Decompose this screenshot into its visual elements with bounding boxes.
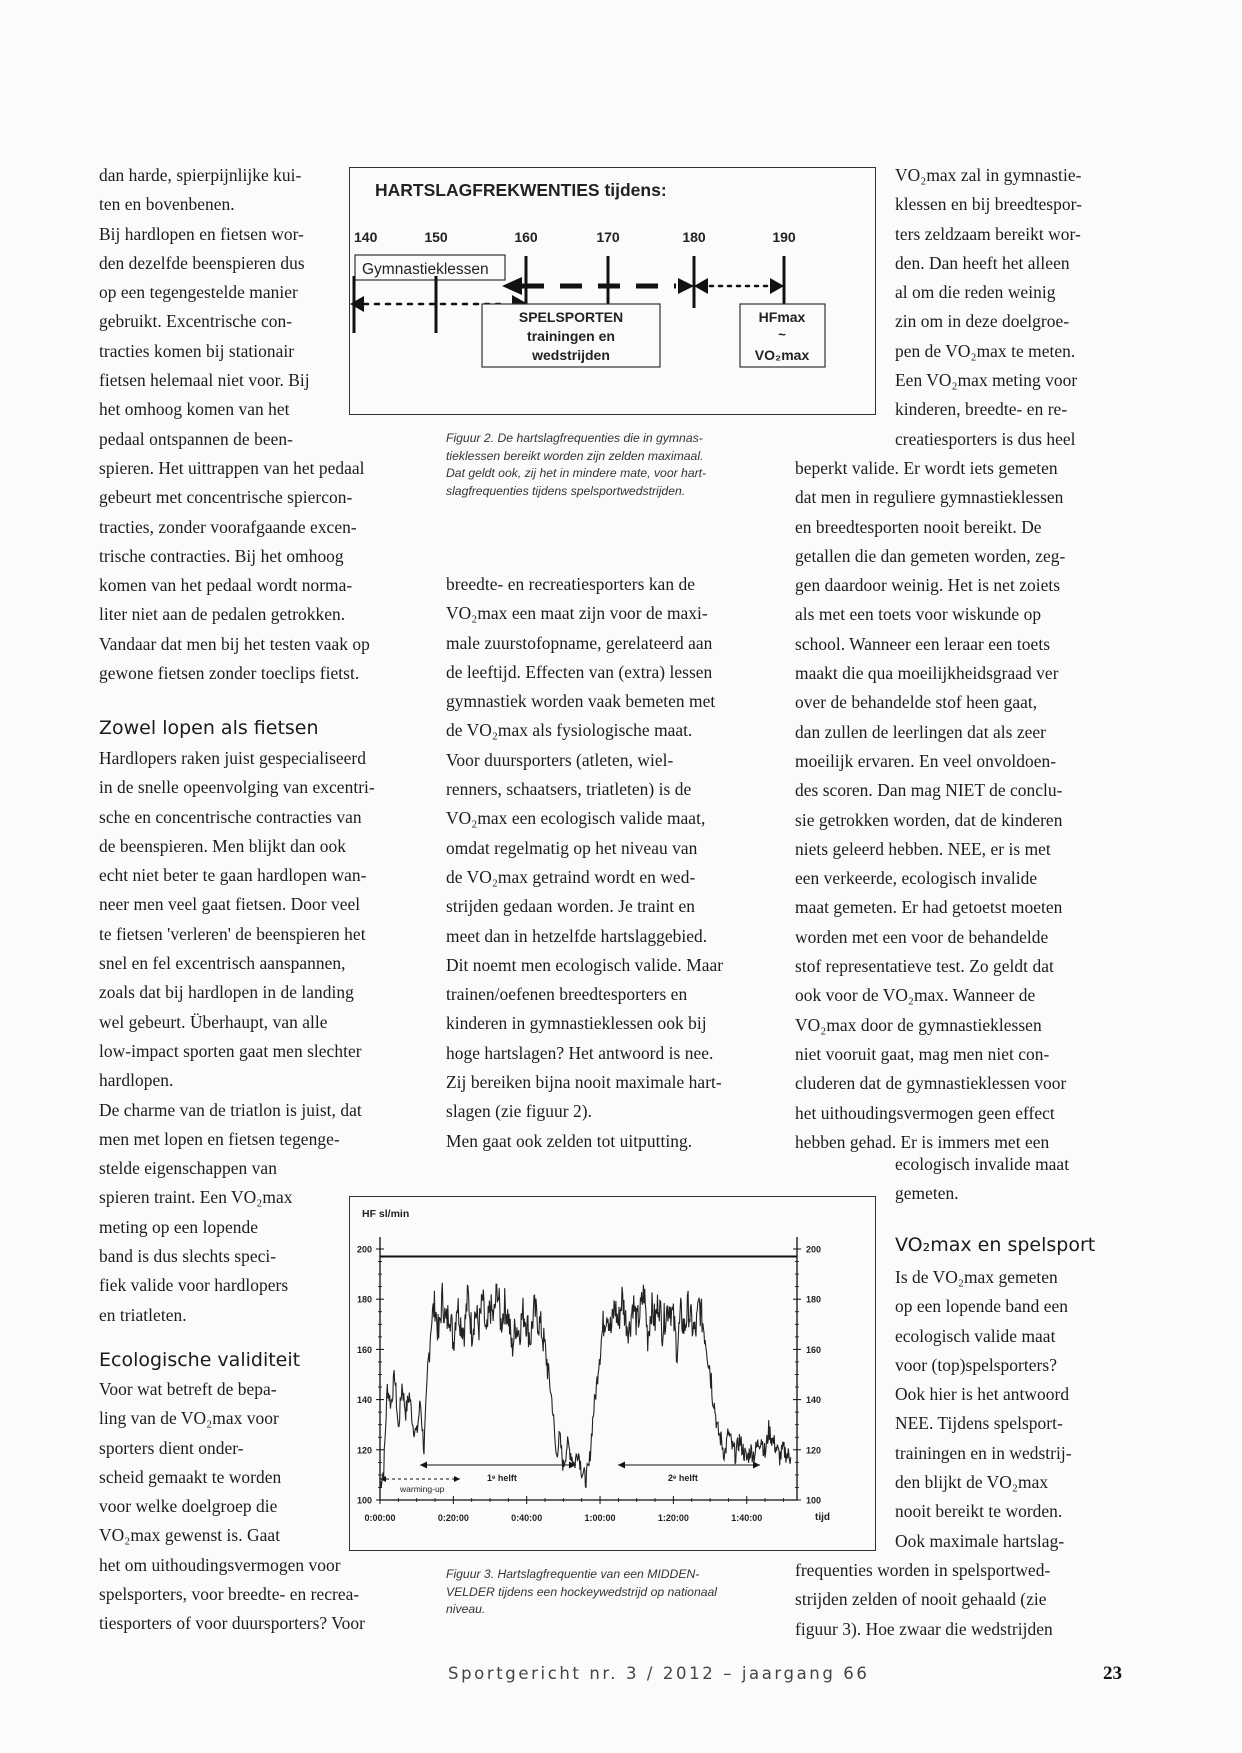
text-line: al om die reden weinig: [895, 282, 1056, 303]
text-line: over de behandelde stof heen gaat,: [795, 692, 1038, 713]
text-line: NEE. Tijdens spelsport-: [895, 1413, 1063, 1434]
text-line: gebruikt. Excentrische con-: [99, 311, 293, 332]
hf-line-2: ~: [778, 327, 786, 342]
text-line: Een VO₂max meting voor: [895, 370, 1078, 391]
text-line: stelde eigenschappen van: [99, 1158, 277, 1179]
text-line: dan zullen de leerlingen dat als zeer: [795, 721, 1046, 742]
text-line: frequenties worden in spelsportwed-: [795, 1560, 1051, 1580]
text-line: den. Dan heeft het alleen: [895, 252, 1070, 273]
heading-ecologische-validiteit: Ecologische validiteit: [99, 1349, 301, 1371]
col3-end-text: [795, 1556, 1053, 1644]
text-line: maat gemeten. Er had getoetst moeten: [795, 897, 1063, 918]
hf-range-arrow: [694, 278, 784, 294]
text-line: komen van het pedaal wordt norma-: [99, 575, 353, 596]
text-line: VO₂max een ecologisch valide maat,: [446, 808, 706, 829]
text-line: stof representatieve test. Zo geldt dat: [795, 956, 1054, 977]
x-tick-label: 0:40:00: [511, 1513, 543, 1523]
scale-label-170: 170: [596, 229, 620, 245]
text-line: spieren. Het uittrappen van het pedaal: [99, 457, 365, 478]
text-line: snel en fel excentrisch aanspannen,: [99, 953, 346, 974]
text-line: Voor wat betreft de bepa-: [99, 1379, 277, 1399]
text-line: school. Wanneer een leraar een toets: [795, 633, 1051, 654]
spel-range-arrow: [502, 277, 694, 295]
text-line: trainingen en in wedstrij-: [895, 1442, 1072, 1463]
text-line: low-impact sporten gaat men slechter: [99, 1040, 362, 1061]
text-line: echt niet beter te gaan hardlopen wan-: [99, 865, 367, 886]
text-line: getallen die dan gemeten worden, zeg-: [795, 545, 1066, 566]
text-line: trische contracties. Bij het omhoog: [99, 545, 344, 566]
text-line: strijden gedaan worden. Je traint en: [446, 896, 696, 917]
annot-half2: 2ᵉ helft: [668, 1473, 698, 1483]
text-line: de beenspieren. Men blijkt dan ook: [99, 835, 347, 856]
text-line: neer men veel gaat fietsen. Door veel: [99, 894, 361, 915]
page-number: 23: [1103, 1663, 1122, 1684]
y-tick-label-left: 160: [356, 1344, 372, 1355]
text-line: De charme van de triatlon is juist, dat: [99, 1099, 362, 1120]
text-line: hebben gehad. Er is immers met een: [795, 1131, 1050, 1152]
text-line: spieren traint. Een VO₂max: [99, 1187, 293, 1208]
figure2-scale: [350, 168, 875, 414]
y-tick-label-right: 140: [806, 1395, 822, 1406]
annot-warmup: warming-up: [400, 1484, 445, 1494]
text-line: te fietsen 'verleren' de beenspieren het: [99, 923, 366, 944]
text-line: den blijkt de VO₂max: [895, 1472, 1049, 1493]
y-tick-label-left: 180: [356, 1294, 372, 1305]
text-line: meting op een lopende: [99, 1216, 258, 1237]
text-line: gebeurt met concentrische spiercon-: [99, 487, 353, 508]
text-line: male zuurstofopname, gerelateerd aan: [446, 632, 713, 653]
text-line: liter niet aan de pedalen getrokken.: [99, 604, 346, 625]
y-tick-label-left: 100: [356, 1495, 372, 1506]
y-tick-label-right: 120: [806, 1445, 822, 1456]
text-line: op een tegengestelde manier: [99, 282, 298, 303]
text-line: tracties komen bij stationair: [99, 340, 295, 361]
text-line: sie getrokken worden, dat de kinderen: [795, 809, 1063, 830]
text-line: het om uithoudingsvermogen voor: [99, 1554, 341, 1575]
text-line: VO₂max door de gymnastieklessen: [795, 1014, 1042, 1035]
text-line: slagen (zie figuur 2).: [446, 1101, 592, 1122]
hf-line-1: HFmax: [758, 309, 806, 325]
text-line: meet dan in hetzelfde hartslaggebied.: [446, 925, 708, 946]
text-line: pedaal ontspannen de been-: [99, 428, 293, 449]
figure3-chart: [350, 1197, 875, 1550]
text-line: slagfrequenties tijdens spelsportwedstrijden.: [446, 483, 686, 498]
text-line: Vandaar dat men bij het testen vaak op: [99, 633, 370, 654]
text-line: sche en concentrische contracties van: [99, 806, 362, 827]
figure2-frame: [349, 167, 876, 415]
annot-half1: 1ᵉ helft: [487, 1473, 517, 1483]
col1-top-text: [99, 161, 370, 688]
text-line: in de snelle opeenvolging van excentri-: [99, 777, 375, 798]
scale-label-190: 190: [772, 229, 796, 245]
y-tick-label-left: 140: [356, 1395, 372, 1406]
x-tick-label: 1:00:00: [584, 1513, 616, 1523]
text-line: Hardlopers raken juist gespecialiseerd: [99, 748, 367, 768]
scale-label-180: 180: [682, 229, 706, 245]
text-line: VELDER tijdens een hockeywedstrijd op nationaal: [446, 1584, 717, 1599]
x-axis-label: tijd: [815, 1512, 830, 1523]
x-tick-label: 0:00:00: [364, 1513, 396, 1523]
text-line: hoge hartslagen? Het antwoord is nee.: [446, 1042, 714, 1063]
y-tick-label-right: 200: [806, 1244, 822, 1255]
col3-top-text: [895, 161, 1082, 454]
scale-label-140: 140: [354, 229, 378, 245]
hf-line-3: VO₂max: [754, 347, 810, 363]
text-line: VO₂max zal in gymnastie-: [895, 165, 1082, 185]
gym-label: Gymnastieklessen: [362, 261, 489, 278]
text-line: dan harde, spierpijnlijke kui-: [99, 165, 302, 185]
heading-vo2max-spelsport: VO₂max en spelsport: [895, 1234, 1096, 1256]
text-line: nooit bereikt te worden.: [895, 1501, 1063, 1522]
x-tick-label: 1:40:00: [731, 1513, 763, 1523]
text-line: pen de VO₂max te meten.: [895, 340, 1076, 361]
text-line: trainen/oefenen breedtesporters en: [446, 984, 688, 1005]
x-tick-label: 0:20:00: [437, 1513, 469, 1523]
text-line: sporters dient onder-: [99, 1437, 244, 1458]
text-line: ecologisch invalide maat: [895, 1154, 1070, 1174]
text-line: het omhoog komen van het: [99, 399, 290, 420]
text-line: gewone fietsen zonder toeclips fietst.: [99, 663, 360, 684]
y-tick-label-right: 180: [806, 1294, 822, 1305]
text-line: op een lopende band een: [895, 1296, 1069, 1317]
text-line: kinderen in gymnastieklessen ook bij: [446, 1013, 707, 1034]
heading-zowel-lopen: Zowel lopen als fietsen: [99, 717, 319, 739]
text-line: fiek valide voor hardlopers: [99, 1275, 289, 1296]
text-line: Bij hardlopen en fietsen wor-: [99, 223, 304, 244]
text-line: en triatleten.: [99, 1304, 187, 1325]
text-line: Figuur 3. Hartslagfrequentie van een MIDDEN-: [446, 1567, 700, 1581]
text-line: Dat geldt ook, zij het in mindere mate, voor hart-: [446, 466, 707, 480]
text-line: men met lopen en fietsen tegenge-: [99, 1128, 340, 1149]
text-line: tracties, zonder voorafgaande excen-: [99, 516, 357, 537]
text-line: een verkeerde, ecologisch invalide: [795, 868, 1038, 889]
text-line: tieklessen bereikt worden zijn zelden maximaal.: [446, 448, 704, 463]
text-line: klessen en bij breedtespor-: [895, 194, 1082, 215]
journal-footer: Sportgericht nr. 3 / 2012 – jaargang 66: [448, 1664, 870, 1683]
text-line: breedte- en recreatiesporters kan de: [446, 574, 695, 594]
text-line: Men gaat ook zelden tot uitputting.: [446, 1130, 693, 1151]
text-line: scheid gemaakt te worden: [99, 1466, 282, 1487]
text-line: figuur 3). Hoe zwaar die wedstrijden: [795, 1618, 1053, 1639]
text-line: het uithoudingsvermogen geen effect: [795, 1102, 1055, 1123]
text-line: ten en bovenbenen.: [99, 194, 235, 215]
spel-line-1: SPELSPORTEN: [518, 309, 624, 325]
text-line: en breedtesporten nooit bereikt. De: [795, 516, 1042, 537]
text-line: kinderen, breedte- en re-: [895, 399, 1068, 420]
text-line: niets geleerd hebben. NEE, er is met: [795, 838, 1051, 859]
text-line: renners, schaatsers, triatleten) is de: [446, 779, 692, 800]
text-line: beperkt valide. Er wordt iets gemeten: [795, 458, 1058, 478]
text-line: Ook hier is het antwoord: [895, 1384, 1070, 1405]
spel-line-3: wedstrijden: [532, 347, 610, 363]
scale-label-150: 150: [424, 229, 448, 245]
text-line: de VO₂max getraind wordt en wed-: [446, 866, 696, 887]
figure3-frame: [349, 1196, 876, 1551]
text-line: als met een toets voor wiskunde op: [795, 604, 1042, 625]
y-tick-label-right: 160: [806, 1344, 822, 1355]
text-line: creatiesporters is dus heel: [895, 428, 1076, 449]
col3-mid2-text: [895, 1150, 1069, 1209]
text-line: gen daardoor weinig. Het is net zoiets: [795, 575, 1061, 596]
text-line: Ook maximale hartslag-: [895, 1530, 1065, 1551]
text-line: omdat regelmatig op het niveau van: [446, 837, 698, 858]
text-line: strijden zelden of nooit gehaald (zie: [795, 1589, 1047, 1610]
text-line: wel gebeurt. Überhaupt, van alle: [99, 1011, 328, 1032]
text-line: voor (top)spelsporters?: [895, 1354, 1057, 1375]
text-line: Figuur 2. De hartslagfrequenties die in gymnas-: [446, 431, 703, 445]
text-line: Is de VO₂max gemeten: [895, 1267, 1058, 1287]
text-line: VO₂max een maat zijn voor de maxi-: [446, 603, 708, 624]
text-line: hardlopen.: [99, 1070, 174, 1091]
y-axis-label: HF sl/min: [362, 1208, 410, 1220]
text-line: Zij bereiken bijna nooit maximale hart-: [446, 1072, 722, 1093]
text-line: voor welke doelgroep die: [99, 1496, 278, 1517]
y-tick-label-left: 200: [356, 1244, 372, 1255]
heart-rate-series: [380, 1283, 791, 1488]
text-line: ook voor de VO₂max. Wanneer de: [795, 985, 1036, 1006]
figure3-caption: [446, 1566, 717, 1619]
text-line: spelsporters, voor breedte- en recrea-: [99, 1584, 360, 1605]
text-line: maakt die qua moeilijkheidsgraad ver: [795, 663, 1059, 684]
text-line: de VO₂max als fysiologische maat.: [446, 720, 693, 741]
col3-bottom-text: [895, 1263, 1072, 1556]
text-line: niveau.: [446, 1602, 486, 1616]
y-tick-label-right: 100: [806, 1495, 822, 1506]
text-line: VO₂max gewenst is. Gaat: [99, 1525, 281, 1546]
text-line: fietsen helemaal niet voor. Bij: [99, 370, 310, 391]
text-line: niet vooruit gaat, mag men niet con-: [795, 1043, 1050, 1064]
figure2-title: HARTSLAGFREKWENTIES tijdens:: [375, 180, 667, 200]
text-line: dat men in reguliere gymnastieklessen: [795, 487, 1064, 508]
text-line: de leeftijd. Effecten van (extra) lessen: [446, 661, 713, 682]
scale-label-160: 160: [514, 229, 538, 245]
text-line: zoals dat bij hardlopen in de landing: [99, 982, 354, 1003]
text-line: den dezelfde beenspieren dus: [99, 252, 305, 273]
figure3-annotations: [380, 1462, 760, 1495]
x-tick-label: 1:20:00: [657, 1513, 689, 1523]
col1-bottom-text: [99, 1375, 365, 1639]
text-line: gemeten.: [895, 1183, 959, 1204]
spel-line-2: trainingen en: [527, 328, 615, 344]
col3-mid-text: [795, 454, 1066, 1157]
text-line: zin om in deze doelgroe-: [895, 311, 1070, 332]
text-line: tiesporters of voor duursporters? Voor: [99, 1613, 365, 1634]
col1-mid-text: [99, 744, 375, 1330]
text-line: band is dus slechts speci-: [99, 1246, 277, 1267]
col2-text: [446, 570, 723, 1156]
text-line: des scoren. Dan mag NIET de conclu-: [795, 780, 1063, 801]
text-line: ters zeldzaam bereikt wor-: [895, 223, 1081, 244]
text-line: gymnastiek worden vaak bemeten met: [446, 691, 716, 712]
text-line: moeilijk ervaren. En veel onvoldoen-: [795, 750, 1057, 771]
text-line: worden met een voor de behandelde: [795, 926, 1049, 947]
text-line: Dit noemt men ecologisch valide. Maar: [446, 954, 724, 975]
figure2-caption: [446, 430, 706, 500]
text-line: cluderen dat de gymnastieklessen voor: [795, 1073, 1067, 1094]
text-line: ecologisch valide maat: [895, 1325, 1056, 1346]
y-tick-label-left: 120: [356, 1445, 372, 1456]
text-line: ling van de VO₂max voor: [99, 1408, 279, 1429]
text-line: Voor duursporters (atleten, wiel-: [446, 749, 674, 770]
